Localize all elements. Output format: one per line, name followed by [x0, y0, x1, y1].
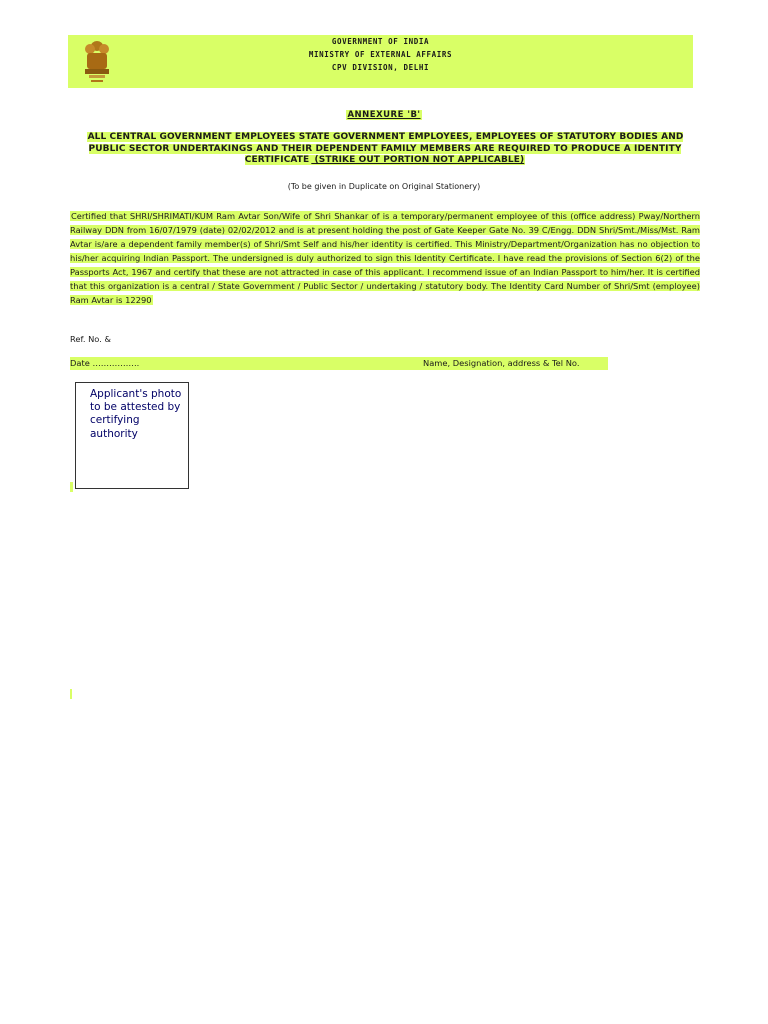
- date-signature-row: [70, 357, 608, 370]
- certificate-body-text: Certified that SHRI/SHRIMATI/KUM Ram Avtar Son/Wife of Shri Shankar of is a temporary/permanent employee of this (office address) Pway/Northern Railway DDN from 16/07/1979 (date) 02/02/2012 and is at present holding the post of Gate Keeper Gate No. 39 C/Engg. DDN Shri/Smt./Miss/Mst. Ram Avtar is/are a dependent family member(s) of Shri/Smt Self and his/her identity is certified. This Ministry/Department/Organization has no objection to his/her acquiring Indian Passport. The undersigned is duly authorized to sign this Identity Certificate. I have read the provisions of Section 6(2) of the Passports Act, 1967 and certify that these are not attracted in case of this applicant. I recommend issue of an Indian Passport to him/her. It is certified that this organization is a central / State Government / Public Sector / undertaking / statutory body. The Identity Card Number of Shri/Smt (employee) Ram Avtar is 12290: [70, 211, 700, 305]
- header-line-government: GOVERNMENT OF INDIA: [331, 37, 430, 46]
- duplicate-note: (To be given in Duplicate on Original Stationery): [287, 182, 481, 191]
- heading-note: (STRIKE OUT PORTION NOT APPLICABLE): [311, 155, 525, 165]
- header-line-division: CPV DIVISION, DELHI: [331, 63, 430, 72]
- document-heading: [70, 132, 700, 167]
- photo-placeholder-box: [75, 382, 189, 489]
- highlight-marker: [70, 689, 72, 699]
- annexure-title: ANNEXURE 'B': [347, 110, 421, 120]
- photo-placeholder-text: Applicant's photo to be attested by certifying authority: [90, 388, 182, 440]
- header-line-ministry: MINISTRY OF EXTERNAL AFFAIRS: [308, 50, 453, 59]
- date-label: Date ……………..: [70, 358, 140, 368]
- signature-label: Name, Designation, address & Tel No.: [423, 358, 580, 368]
- heading-main: ALL CENTRAL GOVERNMENT EMPLOYEES STATE GOVERNMENT EMPLOYEES, EMPLOYEES OF STATUTORY BODIES AND PUBLIC SECTOR UNDERTAKINGS AND THEIR DEPENDENT FAMILY MEMBERS ARE REQUIRED TO PRODUCE A IDENTITY CERTIFICATE: [87, 132, 684, 165]
- highlight-marker: [70, 482, 73, 492]
- certificate-body: [70, 209, 700, 307]
- header-banner: [68, 35, 693, 88]
- reference-number: Ref. No. &: [70, 334, 111, 344]
